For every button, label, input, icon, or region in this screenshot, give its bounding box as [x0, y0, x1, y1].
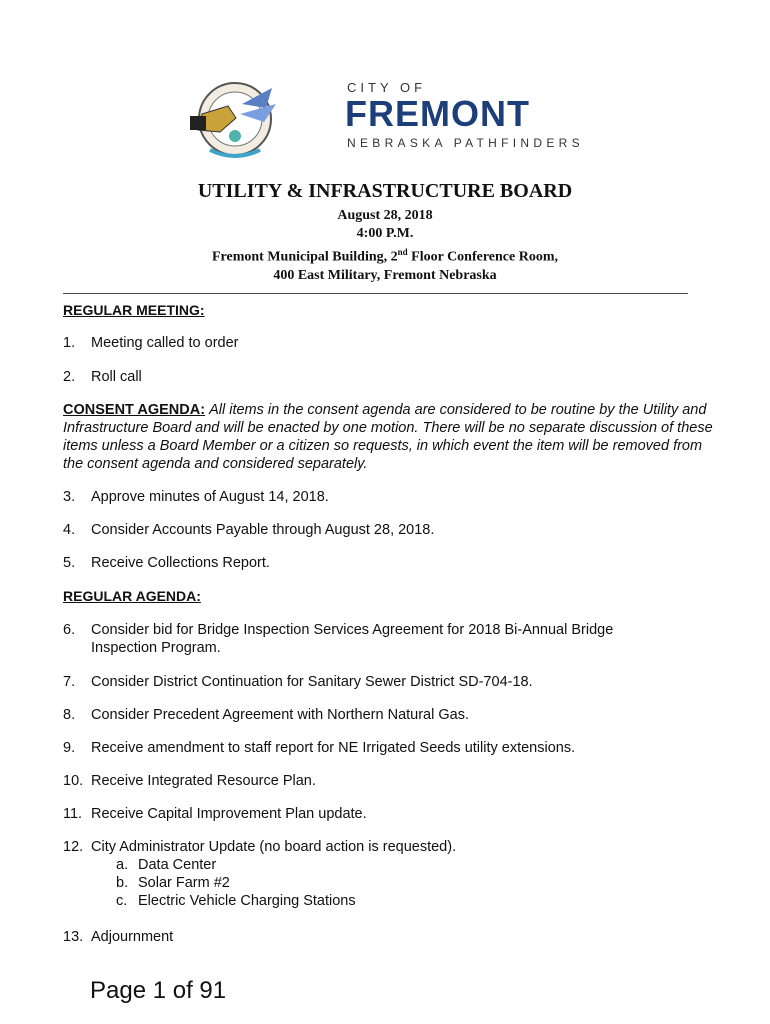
agenda-item: 6. Consider bid for Bridge Inspection Services Agreement for 2018 Bi-Annual Bridge Inspection Program. [63, 622, 614, 656]
agenda-item: 1. Meeting called to order [63, 335, 239, 351]
meeting-location [0, 243, 770, 285]
meeting-time: 4:00 P.M. [356, 226, 414, 241]
agenda-item: 2. Roll call [63, 369, 142, 385]
agenda-item: 13. Adjournment [63, 929, 174, 945]
agenda-item: 3. Approve minutes of August 14, 2018. [63, 489, 329, 505]
agenda-item: 12. City Administrator Update (no board action is requested). [63, 839, 457, 855]
board-title: UTILITY & INFRASTRUCTURE BOARD [197, 180, 573, 202]
consent-agenda-description: All items in the consent agenda are considered to be routine by the Utility and Infrastructure Board and will be enacted by one motion. There will be no separate discussion of these items unless a Board Member or a citizen so requests, in which event the item will be removed from the consent agenda and considered separately. [63, 402, 713, 472]
divider [63, 293, 688, 294]
agenda-subitem: c. Electric Vehicle Charging Stations [116, 893, 356, 909]
agenda-item: 10. Receive Integrated Resource Plan. [63, 773, 316, 789]
consent-agenda-paragraph [63, 401, 713, 473]
agenda-item: 8. Consider Precedent Agreement with Northern Natural Gas. [63, 707, 469, 723]
city-of-label: CITY OF [347, 80, 427, 95]
meeting-address: 400 East Military, Fremont Nebraska [273, 267, 497, 283]
fremont-wordmark [342, 78, 592, 150]
city-seal-logo [180, 74, 290, 164]
agenda-subitem: a. Data Center [116, 857, 217, 873]
agenda-subitem: b. Solar Farm #2 [116, 875, 230, 891]
agenda-item: 5. Receive Collections Report. [63, 555, 270, 571]
agenda-item: 9. Receive amendment to staff report for NE Irrigated Seeds utility extensions. [63, 740, 576, 756]
agenda-item: 11. Receive Capital Improvement Plan update. [63, 806, 367, 822]
regular-meeting-heading: REGULAR MEETING: [63, 302, 205, 318]
city-tagline: NEBRASKA PATHFINDERS [347, 136, 584, 150]
agenda-item: 7. Consider District Continuation for Sanitary Sewer District SD-704-18. [63, 674, 533, 690]
city-name: FREMONT [345, 93, 530, 134]
meeting-date: August 28, 2018 [337, 208, 433, 223]
meeting-date-time [0, 207, 770, 243]
meeting-venue: Fremont Municipal Building, 2nd Floor Conference Room, [211, 247, 559, 265]
consent-agenda-heading: CONSENT AGENDA: [63, 402, 206, 418]
page-number: Page 1 of 91 [90, 977, 227, 1004]
agenda-item: 4. Consider Accounts Payable through August 28, 2018. [63, 522, 435, 538]
regular-agenda-heading: REGULAR AGENDA: [63, 588, 201, 604]
